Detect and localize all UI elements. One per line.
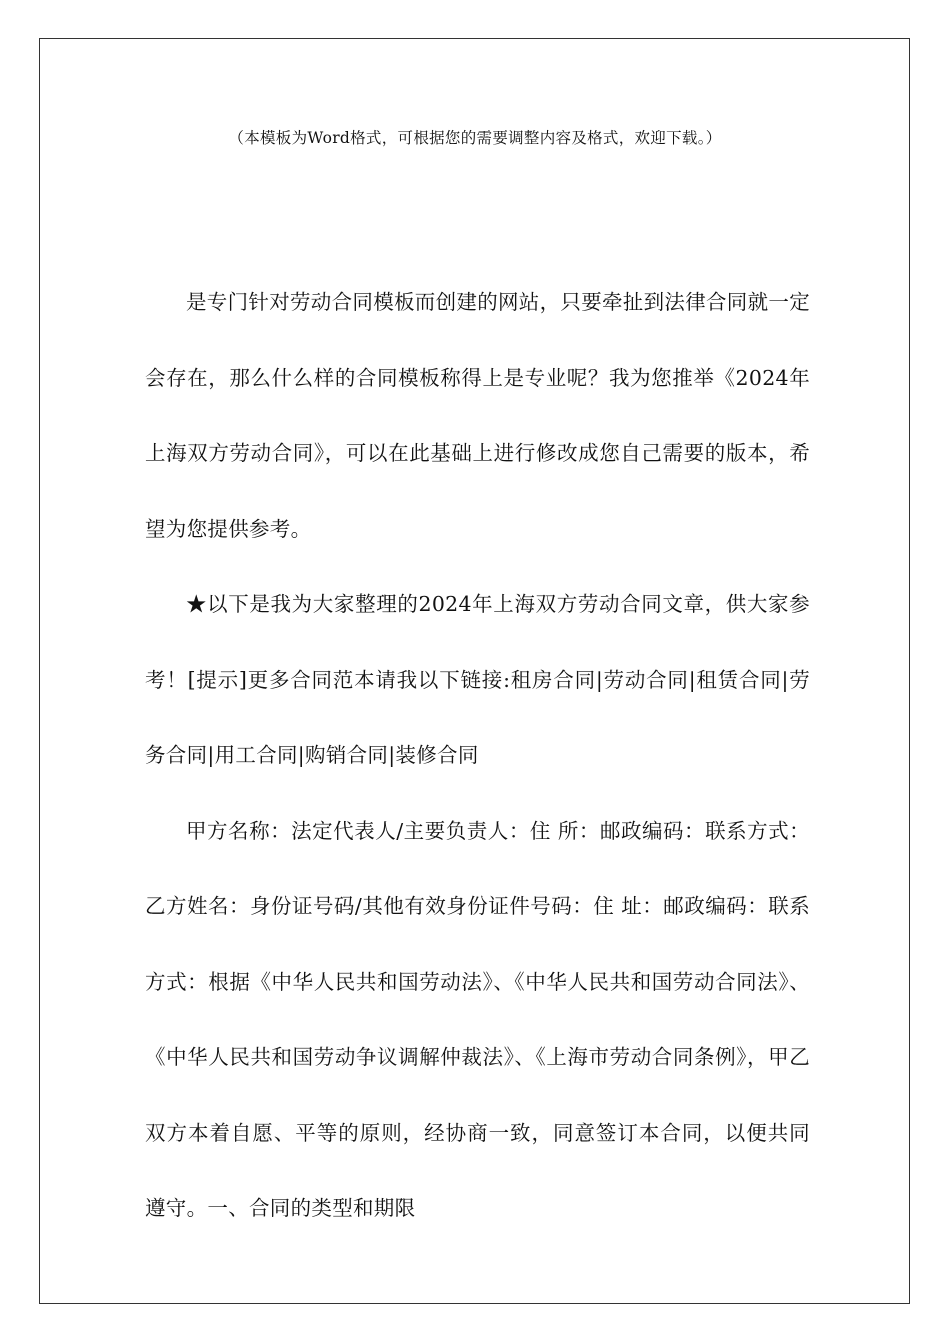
template-format-note: （本模板为Word格式，可根据您的需要调整内容及格式，欢迎下载。）	[228, 129, 722, 147]
paragraph-links: ★以下是我为大家整理的2024年上海双方劳动合同文章，供大家参考！[提示]更多合同范本请我以下链接:租房合同|劳动合同|租赁合同|劳务合同|用工合同|购销合同|装修合同	[145, 592, 810, 767]
document-body	[145, 265, 810, 1247]
paragraph-intro: 是专门针对劳动合同模板而创建的网站，只要牵扯到法律合同就一定会存在，那么什么样的合同模板称得上是专业呢？我为您推举《2024年上海双方劳动合同》，可以在此基础上进行修改成您自己需要的版本，希望为您提供参考。	[145, 290, 810, 541]
paragraph-contract-parties: 甲方名称：法定代表人/主要负责人：住 所：邮政编码：联系方式：乙方姓名：身份证号码/其他有效身份证件号码：住 址：邮政编码：联系方式：根据《中华人民共和国劳动法》、《中华人民共和国劳动合同法》、《中华人民共和国劳动争议调解仲裁法》、《上海市劳动合同条例》，甲乙双方本着自愿、平等的原则，经协商一致，同意签订本合同，以便共同遵守。一、合同的类型和期限	[145, 818, 810, 1220]
